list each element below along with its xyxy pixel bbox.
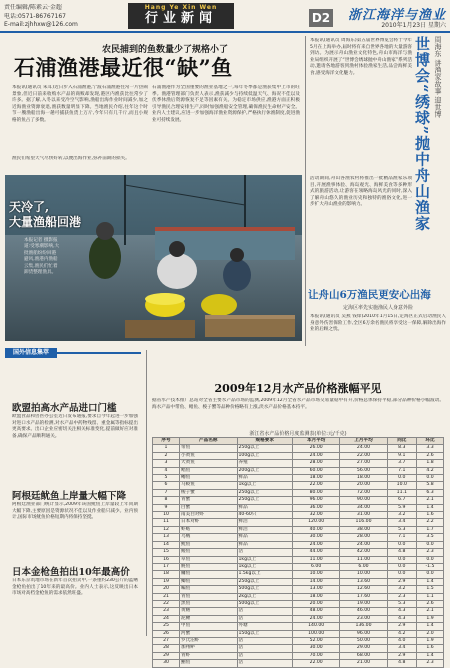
table-cell: 8.3 [387,445,416,452]
table-cell: 30 [153,660,180,667]
table-cell: 18.00 [293,475,340,482]
table-row [153,660,444,667]
brief-body-eu: 欧盟食品和兽医办公室近日发布通报,要求自今年起进一步加强对进口水产品的检测,对水产品中药物残留、重金属等指标提出更高要求。出口企业应密切关注相关标准变化,提前做好应对准备,确保产品顺利通关。 [12,414,138,439]
table-cell: 黄鳝 [180,608,238,615]
table-cell: 0.0 [416,475,443,482]
table-row [153,593,444,600]
table-cell: 马鲛鱼 [180,482,238,489]
column-rule [305,36,306,346]
table-cell: 24.00 [293,541,340,548]
table-cell: 活 [237,637,293,644]
photo-side-text: 本报记者 摄影报道:受寒潮影响,大批渔船纷纷回港避风,渔港内渔船云集,渔民们忙着卸货整理渔具。 [24,238,60,276]
table-cell: 1.9 [416,637,443,644]
table-cell: 3.2 [387,512,416,519]
table-row [153,645,444,652]
table-cell: 2.3 [416,549,443,556]
page-number: D2 [309,9,333,27]
table-row [153,452,444,459]
table-cell: 4.0 [387,637,416,644]
table-cell: 1.9 [416,615,443,622]
table-cell: 68.00 [340,652,387,659]
table-row [153,534,444,541]
table-cell: 500g以上 [237,600,293,607]
photo-caption-line2: 大量渔船回港 [9,215,82,229]
table-cell: 13.60 [340,578,387,585]
table-cell: 9.1 [387,452,416,459]
table-cell: 28.00 [293,460,340,467]
table-cell: 鲜活 [237,526,293,533]
table-cell: 6.7 [387,497,416,504]
table-cell: 42.00 [340,549,387,556]
table-cell: 80.00 [293,489,340,496]
masthead-rule [0,31,450,33]
price-body: 据省水产技术推广总站对全省主要水产品市场的监测,2009年12月全省水产品市场交易量稳中有升,价格总体保持平稳,部分品种价格小幅波动。海水产品中带鱼、鲳鱼、梭子蟹等品种价格略有上涨,淡水产品价格基本持平。 [152,398,444,410]
table-cell: 1.1 [416,593,443,600]
table-cell: 11.00 [340,556,387,563]
table-cell: 18.00 [293,593,340,600]
table-cell: 136.00 [340,623,387,630]
info-line-email: E-mail:zjhhxw@126.com [4,21,78,28]
table-cell: -1.5 [416,563,443,570]
table-cell: 46.00 [340,608,387,615]
table-cell: 外塘 [237,623,293,630]
table-cell: 4.2 [416,467,443,474]
table-cell: 罗氏沼虾 [180,637,238,644]
table-cell: 鲜品 [237,475,293,482]
table-cell: 4 [153,467,180,474]
table-cell: 6.00 [293,563,340,570]
table-row [153,519,444,526]
table-cell: 4.3 [387,615,416,622]
table-cell: 鳓鱼 [180,475,238,482]
table-cell: 18 [153,571,180,578]
table-cell: 梭子蟹 [180,489,238,496]
table-cell: 40-60只 [237,512,293,519]
table-cell: 18.00 [340,475,387,482]
table-cell: 11.00 [293,556,340,563]
main-body-col1-end: 渔民们希望天气尽快好转,以便出海作业,弥补前期的损失。 [12,156,130,161]
table-cell: 34.00 [340,504,387,511]
table-cell: 25 [153,623,180,630]
table-cell: 鲳鱼 [180,467,238,474]
table-cell: 鲜活 [237,519,293,526]
table-cell: 250g以上 [237,445,293,452]
col-header-spec: 规格要求 [237,438,293,445]
table-cell: 1kg以上 [237,556,293,563]
table-cell: 15 [153,549,180,556]
table-cell: 250g以上 [237,497,293,504]
table-cell: 2.1 [416,608,443,615]
table-row [153,549,444,556]
table-cell: 250g以上 [237,578,293,585]
brief-body-argentina: 阿根廷渔业部门统计显示,2009年该国鱿鱼上岸量较上年同期大幅下降,主要原因是资源状况不佳以及作业船只减少。业内预计,国际市场鱿鱼价格短期内将保持坚挺。 [12,502,138,521]
table-cell: 52.00 [293,637,340,644]
table-row [153,497,444,504]
main-kicker: 农民捕到的鱼数量少了规格小了 [101,45,228,55]
table-row [153,526,444,533]
table-cell: 70.00 [293,652,340,659]
table-cell: 11.1 [387,489,416,496]
table-cell: 9 [153,504,180,511]
table-cell: 1 [153,445,180,452]
expo-story-headline: 世博会“绣球”抛中舟山渔家 [413,36,431,232]
table-cell: 4.3 [387,608,416,615]
table-cell: 泥鳅 [180,615,238,622]
table-cell: 72.00 [340,489,387,496]
table-cell: 13.00 [293,586,340,593]
table-cell: 20.00 [293,600,340,607]
table-cell: 5.3 [387,526,416,533]
table-cell: 3.3 [416,445,443,452]
table-cell: 1.8 [416,460,443,467]
table-cell: 90.00 [340,497,387,504]
table-cell: 2.2 [416,519,443,526]
table-cell: 养殖 [237,460,293,467]
main-headline: 石浦渔港最近很“缺”鱼 [14,55,233,80]
table-cell: 0.0 [416,571,443,578]
table-row [153,608,444,615]
table-row [153,482,444,489]
section-pinyin: Hang Ye Xin Wen [144,4,218,11]
table-cell: 8 [153,497,180,504]
table-cell: 10 [153,512,180,519]
table-cell: 24.00 [340,541,387,548]
table-cell: 31.00 [340,512,387,519]
table-cell: 南美白对虾 [180,512,238,519]
table-cell: 44.00 [293,549,340,556]
expo-story-body: 本报讯(通讯员 周海东)第五届世界博览会将于今年5月在上海举办,届时将有来自世界各地的大量游客到访。为展示舟山渔业文化特色,舟山市海洋与渔业局组织开展了“世博会绣球抛中舟山渔家”系列活动,邀请各地游客到渔村体验渔家生活,品尝海鲜美食,感受海洋文化魅力。 [310,38,412,76]
table-cell: 500g以上 [237,586,293,593]
table-cell: 96.00 [340,630,387,637]
table-cell: 鳊鱼 [180,586,238,593]
table-row [153,467,444,474]
table-cell: 21 [153,593,180,600]
table-cell: 7.1 [387,467,416,474]
table-cell: 96.00 [293,497,340,504]
main-body-col2: 石浦渔港作为全国重要的渔业基地之一,每年冬季都是渔获集中上市的旺季。渔港管理部门负责人表示,渔获减少与持续低温天气、海况不佳以及伏季休渔后资源恢复不足等因素有关。为稳定市场供应,渔港方面正积极引导渔民合理安排生产,同时加强渔船安全管理,确保渔民生命财产安全。业内人士建议,应进一步加强海洋渔业资源保护,严格执行休渔制度,促进渔业可持续发展。 [152,85,300,123]
table-cell: 鮰鱼 [180,660,238,667]
table-cell: 2.9 [387,623,416,630]
table-cell: 38.00 [340,526,387,533]
section-title: 行业新闻 [144,11,217,26]
table-cell: 120.00 [293,519,340,526]
table-cell: 12 [153,526,180,533]
table-cell: 0.0 [387,541,416,548]
table-cell: 鲜品 [237,534,293,541]
table-cell: 虾蛄 [180,526,238,533]
table-cell: 3 [153,460,180,467]
col-header-yoy: 同比 [387,438,416,445]
price-table-header [153,438,444,445]
col-header-mom: 环比 [416,438,443,445]
table-cell: 1kg以上 [237,482,293,489]
table-cell: 加州鲈 [180,645,238,652]
table-cell: 19.00 [340,600,387,607]
table-cell: 河蟹 [180,630,238,637]
table-cell: 2.0 [416,630,443,637]
table-cell: 2kg以上 [237,593,293,600]
table-row [153,623,444,630]
brief-headline-argentina: 阿根廷鱿鱼上岸量大幅下降 [12,491,127,502]
table-cell: 50.00 [340,637,387,644]
table-cell: 10.00 [293,571,340,578]
table-cell: 5.8 [416,482,443,489]
photo-caption-line1: 天冷了, [9,200,50,214]
info-line-editor: 责任编辑/陈素云·金超 [4,4,62,11]
table-cell: 4.8 [387,660,416,667]
table-cell: 1.4 [416,578,443,585]
table-cell: 23 [153,608,180,615]
table-cell: 16 [153,556,180,563]
table-cell: 22.00 [340,452,387,459]
table-cell: 黑鱼 [180,600,238,607]
table-cell: 36.00 [293,504,340,511]
table-cell: 4.8 [387,549,416,556]
table-cell: 24.00 [293,452,340,459]
table-cell: 27.00 [340,460,387,467]
table-cell: 青鱼 [180,593,238,600]
table-row [153,637,444,644]
table-cell: 3.4 [387,519,416,526]
table-cell: 带鱼 [180,445,238,452]
price-table [152,437,444,668]
table-cell: 2.6 [416,452,443,459]
table-cell: 2.3 [387,593,416,600]
table-cell: 28 [153,645,180,652]
table-cell: 白蟹 [180,504,238,511]
table-cell: 40.00 [293,526,340,533]
masthead-info [4,4,122,30]
table-row [153,445,444,452]
table-cell: 6.00 [340,563,387,570]
table-cell: 14.00 [293,578,340,585]
main-body-col1: 本报讯(通讯员 朱耳)近日步入石浦渔港,宁波石浦渔港往常一片热闹景象,但近日前来收购水产品的商贩却发现,港区内渔获比往常少了许多。据了解,入冬以来受冷空气影响,渔船出海作业时间减少,加之近海渔业资源衰退,渔获数量明显下降。当地渔民介绍,往年这个时节一艘渔船出海一趟可捕获鱼货上万斤,今年只有几千斤,而且小规格的鱼占了多数。 [12,85,148,123]
expo-story-headline-block [413,36,443,246]
table-cell: 23.00 [340,615,387,622]
table-cell: 250g以上 [237,489,293,496]
table-cell: 1.6 [416,645,443,652]
table-cell: 青虾 [180,652,238,659]
table-row [153,578,444,585]
table-row [153,460,444,467]
photo-caption [9,200,81,230]
table-cell: 3.2 [387,586,416,593]
table-cell: 29.00 [340,645,387,652]
brief-body-japan: 日本东京筑地市场在新年首次拍卖中,一条重约230公斤的蓝鳍金枪鱼拍出了10年来的最高价。业内人士表示,这反映出日本市场对高档金枪鱼的需求依然旺盛。 [12,578,138,597]
table-cell: 150g以上 [237,630,293,637]
table-row [153,615,444,622]
table-cell: 21.00 [340,660,387,667]
table-cell: 100g以上 [237,452,293,459]
col-header-index: 序号 [153,438,180,445]
expo-story-body-2: 活动期间,舟山各渔农村将推出一批精品渔家乐项目,开展渔事体验、海岛观光、海鲜美食等多种形式的旅游活动,让游客在领略海岛风光的同时,深入了解舟山悠久的渔业历史和独特的渔俗文化,进一步扩大舟山渔业的影响力。 [310,176,412,208]
col-header-last-month: 上月平均 [340,438,387,445]
table-cell: 26 [153,630,180,637]
table-cell: 0.0 [387,571,416,578]
table-cell: 活 [237,660,293,667]
table-cell: 17.60 [340,593,387,600]
table-cell: 2 [153,452,180,459]
expo-story-kicker: 周海东 讲渔家故事 迎世博 [434,36,442,118]
table-cell: 200g以上 [237,467,293,474]
table-cell: 0.0 [387,556,416,563]
table-cell: 活 [237,652,293,659]
table-row [153,556,444,563]
table-cell: 2.9 [387,578,416,585]
table-cell: 鳗鱼 [180,549,238,556]
table-cell: 活 [237,615,293,622]
table-cell: 26.00 [293,445,340,452]
table-row [153,489,444,496]
table-cell: 活 [237,549,293,556]
table-cell: 1.4 [416,504,443,511]
table-cell: 60.00 [293,467,340,474]
table-cell: 30.00 [293,645,340,652]
table-cell: 4.2 [387,630,416,637]
table-row [153,571,444,578]
table-cell: 1.4 [416,623,443,630]
table-cell: 24.00 [340,445,387,452]
table-cell: 3.5 [416,534,443,541]
table-cell: 活 [237,608,293,615]
table-cell: 11 [153,519,180,526]
table-cell: 1.5kg以上 [237,571,293,578]
table-cell: 17 [153,563,180,570]
table-cell: 30.00 [293,534,340,541]
table-row [153,541,444,548]
table-cell: 青蟹 [180,497,238,504]
table-row [153,600,444,607]
table-cell: 32.00 [293,512,340,519]
table-cell: 鲜品 [237,541,293,548]
insurance-body: 本报讯(通讯员 吴燕 钱烽)2010年1月15日,定海区正式启动渔民人身意外伤害保险工作,全区6万余名渔民将享受这一保障,解除出海作业的后顾之忧。 [310,314,446,333]
table-cell: 1.6 [416,512,443,519]
info-line-phone: 电话:0571-86767167 [4,12,66,20]
table-cell: 19 [153,578,180,585]
table-cell: 大黄鱼 [180,460,238,467]
table-cell: 鲫鱼 [180,578,238,585]
table-cell: 116.00 [340,519,387,526]
brief-headline-eu: 欧盟拍高水产品进口门槛 [12,403,117,414]
table-cell: 22.00 [293,660,340,667]
table-cell: 活 [237,645,293,652]
table-cell: 5.9 [387,504,416,511]
table-cell: 100.00 [293,630,340,637]
price-table-caption: 浙江省水产品价格月度监测表(单位:元/千克) [249,431,347,437]
table-cell: 0.0 [387,475,416,482]
table-cell: 鲜品 [237,504,293,511]
table-cell: 28.00 [340,534,387,541]
table-cell: 5.3 [387,600,416,607]
price-table-body [153,445,444,667]
briefs-rule [57,352,141,354]
table-cell: 草鱼 [180,556,238,563]
table-row [153,586,444,593]
table-cell: 5 [153,475,180,482]
table-row [153,652,444,659]
table-cell: 2.3 [416,660,443,667]
table-cell: 12.60 [340,586,387,593]
insurance-subheadline: 定海区率先实施渔民人身意外险 [342,305,413,311]
table-cell: 1.5 [416,586,443,593]
table-cell: 0.0 [416,556,443,563]
table-cell: 7.1 [387,534,416,541]
newspaper-brand: 浙江海洋与渔业 [347,8,446,23]
table-cell: 6 [153,482,180,489]
table-cell: 20 [153,586,180,593]
table-cell: 140.00 [293,623,340,630]
table-cell: 10.0 [387,482,416,489]
column-rule [146,350,147,636]
table-cell: 24.00 [293,615,340,622]
table-row [153,504,444,511]
table-cell: 22 [153,600,180,607]
table-cell: 22.00 [293,482,340,489]
table-cell: 1kg以上 [237,563,293,570]
col-header-this-month: 本月平均 [293,438,340,445]
briefs-tag: 国外信息集萃 [5,348,57,358]
col-header-name: 产品名称 [180,438,238,445]
table-cell: 3.4 [387,645,416,652]
dateline: 2010年1月23日 星期六 [381,22,446,29]
table-cell: 日本对虾 [180,519,238,526]
price-headline: 2009年12月水产品价格涨幅平见 [214,382,382,395]
table-cell: 鲢鱼 [180,563,238,570]
table-cell: 2.1 [416,497,443,504]
table-cell: 27 [153,637,180,644]
table-cell: 13 [153,534,180,541]
table-cell: 小黄鱼 [180,452,238,459]
table-cell: 鱿鱼 [180,541,238,548]
section-banner [128,3,234,29]
table-cell: 鳙鱼 [180,571,238,578]
table-cell: 0.0 [416,541,443,548]
table-cell: 48.00 [293,608,340,615]
table-row [153,630,444,637]
table-row [153,475,444,482]
table-cell: 0.0 [387,563,416,570]
table-cell: 6.3 [416,489,443,496]
table-cell: 14 [153,541,180,548]
table-cell: 2.6 [416,600,443,607]
table-cell: 甲鱼 [180,623,238,630]
table-cell: 10.00 [340,571,387,578]
table-cell: 20.00 [340,482,387,489]
table-cell: 1.4 [416,652,443,659]
table-row [153,563,444,570]
table-cell: 56.00 [340,467,387,474]
brief-headline-japan: 日本金枪鱼拍出10年最高价 [12,567,130,578]
table-cell: 乌贼 [180,534,238,541]
table-cell: 24 [153,615,180,622]
table-cell: 1.7 [416,526,443,533]
table-cell: 3.7 [387,460,416,467]
table-cell: 7 [153,489,180,496]
table-cell: 29 [153,652,180,659]
table-cell: 2.9 [387,652,416,659]
table-row [153,512,444,519]
insurance-headline: 让舟山6万渔民更安心出海 [308,289,431,301]
